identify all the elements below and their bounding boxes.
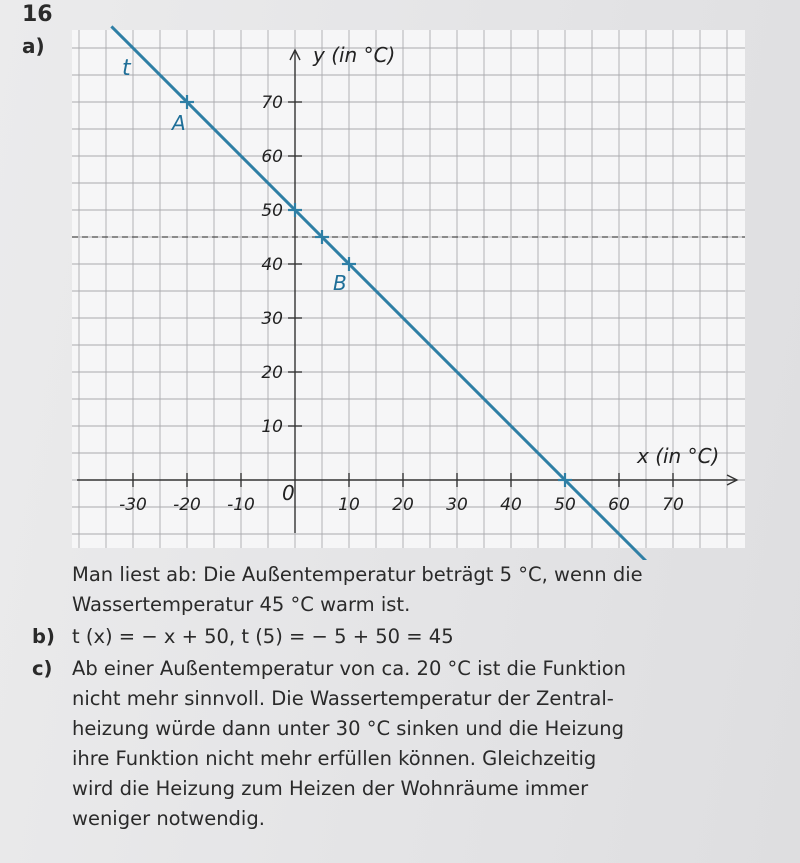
part-c-line-2: nicht mehr sinnvoll. Die Wassertemperatur der Zentral-: [72, 687, 614, 710]
origin-label: 0: [282, 481, 295, 505]
y-tick-label: 50: [261, 201, 283, 221]
part-c-line-6: weniger notwendig.: [72, 807, 265, 830]
point-label-b: B: [333, 271, 347, 295]
part-c-line-3: heizung würde dann unter 30 °C sinken und die Heizung: [72, 717, 625, 740]
x-tick-label: 40: [500, 495, 522, 515]
part-c-line-4: ihre Funktion nicht mehr erfüllen können. Gleichzeitig: [72, 747, 597, 770]
part-b-text: t (x) = − x + 50, t (5) = − 5 + 50 = 45: [72, 625, 454, 648]
grid: [72, 30, 745, 548]
x-tick-label: -10: [227, 495, 255, 515]
x-tick-label: 30: [446, 495, 468, 515]
y-tick-label: 70: [261, 93, 283, 113]
series-label-t: t: [122, 56, 131, 81]
exercise-number: 16: [22, 2, 53, 27]
x-tick-label: 20: [392, 495, 414, 515]
part-c-line-1: Ab einer Außentemperatur von ca. 20 °C ist die Funktion: [72, 657, 627, 680]
x-axis-label: x (in °C): [637, 444, 720, 468]
x-tick-label: 70: [662, 495, 684, 515]
point-label-a: A: [172, 111, 186, 135]
x-tick-label: -20: [173, 495, 201, 515]
answer-a-line-1: Man liest ab: Die Außentemperatur beträgt 5 °C, wenn die: [72, 563, 643, 586]
y-tick-label: 40: [261, 255, 283, 275]
y-tick-label: 30: [261, 309, 283, 329]
y-tick-label: 20: [261, 363, 283, 383]
part-b-label: b): [32, 625, 55, 648]
x-tick-label: 50: [554, 495, 576, 515]
x-tick-label: 10: [338, 495, 360, 515]
x-tick-label: 60: [608, 495, 630, 515]
y-tick-label: 60: [261, 147, 283, 167]
y-tick-label: 10: [261, 417, 283, 437]
answer-a-line-2: Wassertemperatur 45 °C warm ist.: [72, 593, 411, 616]
grid-background: [72, 30, 745, 548]
y-axis-label: y (in °C): [313, 43, 396, 67]
part-c-line-5: wird die Heizung zum Heizen der Wohnräume immer: [72, 777, 589, 800]
x-tick-label: -30: [119, 495, 147, 515]
part-c-label: c): [32, 657, 53, 680]
part-a-label: a): [22, 34, 45, 58]
